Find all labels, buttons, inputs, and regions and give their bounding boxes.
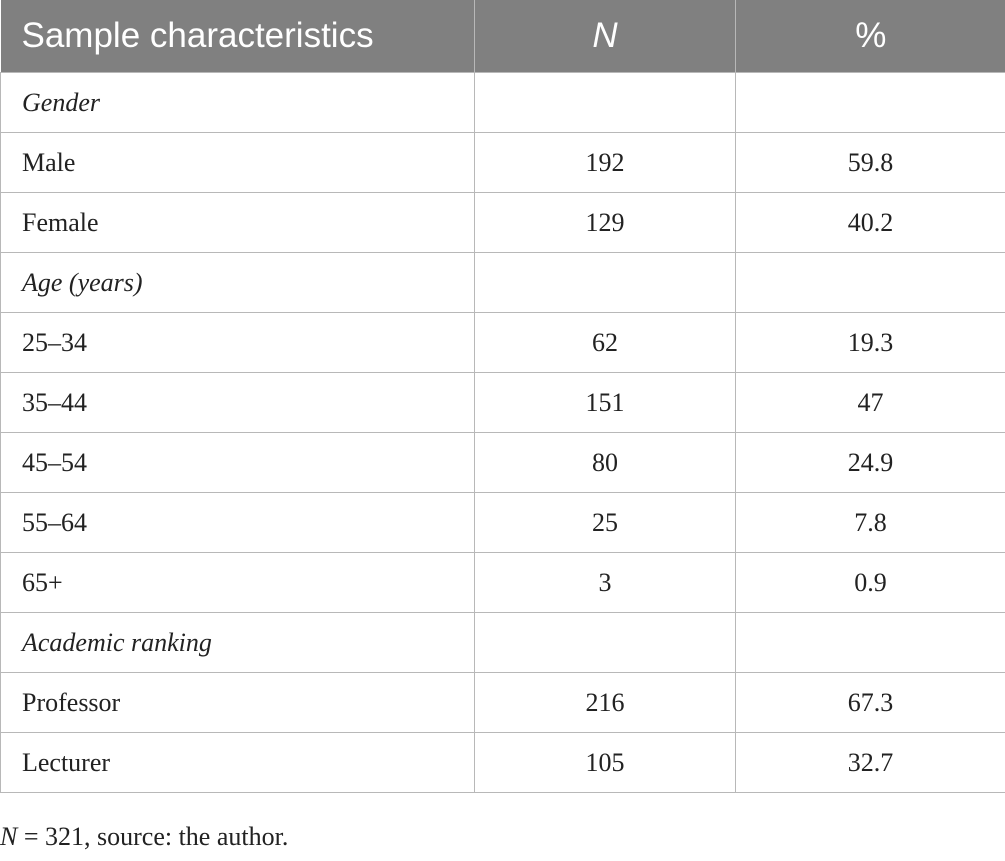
table-row	[1, 553, 1005, 613]
n-cell: 105	[475, 733, 736, 793]
table-row	[1, 673, 1005, 733]
table-row	[1, 133, 1005, 193]
n-cell: 129	[475, 193, 736, 253]
table-body	[1, 73, 1005, 793]
n-cell: 151	[475, 373, 736, 433]
n-cell: 25	[475, 493, 736, 553]
row-label: Professor	[1, 673, 475, 733]
table-row	[1, 493, 1005, 553]
n-cell: 80	[475, 433, 736, 493]
n-cell	[475, 613, 736, 673]
n-cell: 62	[475, 313, 736, 373]
footnote-n-symbol: N	[0, 822, 18, 851]
section-row	[1, 253, 1005, 313]
section-row	[1, 613, 1005, 673]
n-cell	[475, 253, 736, 313]
percent-cell	[736, 253, 1005, 313]
percent-cell	[736, 613, 1005, 673]
row-label: 25–34	[1, 313, 475, 373]
table-footnote	[0, 822, 288, 852]
percent-cell: 0.9	[736, 553, 1005, 613]
row-label: Female	[1, 193, 475, 253]
percent-cell: 67.3	[736, 673, 1005, 733]
row-label: Lecturer	[1, 733, 475, 793]
percent-cell: 7.8	[736, 493, 1005, 553]
row-label: Male	[1, 133, 475, 193]
row-label: 55–64	[1, 493, 475, 553]
header-row	[1, 0, 1005, 73]
percent-cell	[736, 73, 1005, 133]
footnote-text: = 321, source: the author.	[17, 822, 289, 851]
header-sample-characteristics: Sample characteristics	[1, 0, 475, 73]
section-row	[1, 73, 1005, 133]
percent-cell: 32.7	[736, 733, 1005, 793]
n-cell: 216	[475, 673, 736, 733]
header-n: N	[475, 0, 736, 73]
table-row	[1, 433, 1005, 493]
percent-cell: 47	[736, 373, 1005, 433]
section-label: Academic ranking	[1, 613, 475, 673]
row-label: 35–44	[1, 373, 475, 433]
row-label: 65+	[1, 553, 475, 613]
n-cell: 3	[475, 553, 736, 613]
table-row	[1, 373, 1005, 433]
percent-cell: 40.2	[736, 193, 1005, 253]
percent-cell: 19.3	[736, 313, 1005, 373]
percent-cell: 59.8	[736, 133, 1005, 193]
table-row	[1, 313, 1005, 373]
table-row	[1, 193, 1005, 253]
n-cell	[475, 73, 736, 133]
header-percent: %	[736, 0, 1005, 73]
table-row	[1, 733, 1005, 793]
section-label: Age (years)	[1, 253, 475, 313]
percent-cell: 24.9	[736, 433, 1005, 493]
n-cell: 192	[475, 133, 736, 193]
row-label: 45–54	[1, 433, 475, 493]
section-label: Gender	[1, 73, 475, 133]
